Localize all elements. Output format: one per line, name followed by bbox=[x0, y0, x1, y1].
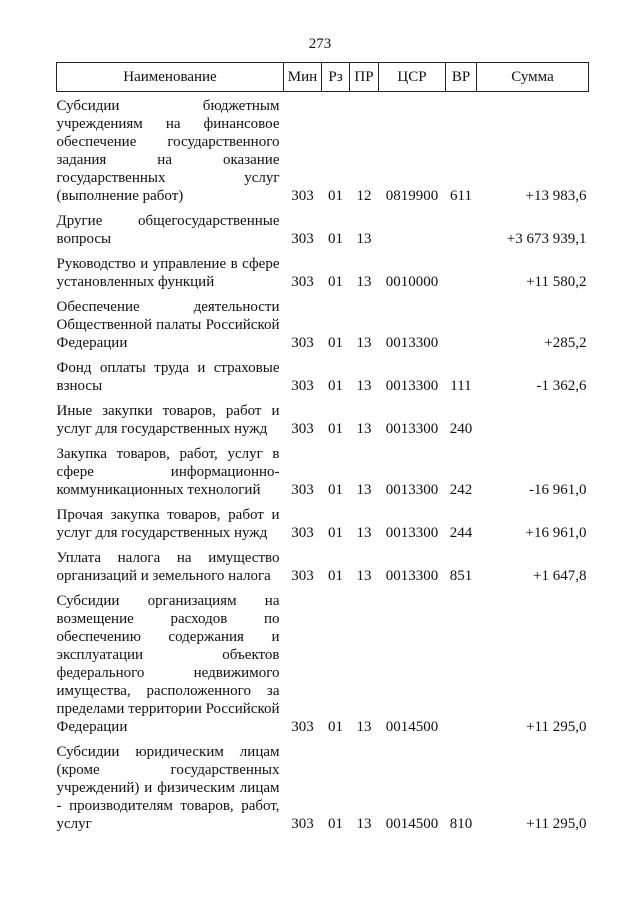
row-sum: +11 295,0 bbox=[526, 816, 587, 832]
row-rz: 01 bbox=[328, 816, 343, 832]
header-sum: Сумма bbox=[477, 63, 589, 92]
row-name: Руководство и управление в сфере установленных функций bbox=[56, 256, 280, 290]
row-min: 303 bbox=[291, 231, 314, 247]
row-sum: -16 961,0 bbox=[529, 482, 587, 498]
row-rz: 01 bbox=[328, 188, 343, 204]
row-name: Фонд оплаты труда и страховые взносы bbox=[56, 360, 280, 394]
table-row bbox=[57, 585, 589, 736]
row-sum: +13 983,6 bbox=[525, 188, 587, 204]
row-rz: 01 bbox=[328, 335, 343, 351]
row-name: Иные закупки товаров, работ и услуг для государственных нужд bbox=[56, 403, 280, 437]
row-sum: +285,2 bbox=[544, 335, 587, 351]
row-sum: +3 673 939,1 bbox=[506, 231, 587, 247]
table-row bbox=[57, 291, 589, 352]
row-sum bbox=[477, 395, 589, 438]
row-csr: 0013300 bbox=[385, 525, 439, 541]
row-vr bbox=[446, 205, 477, 248]
row-pr: 13 bbox=[356, 274, 372, 290]
row-vr: 810 bbox=[449, 816, 473, 832]
row-pr: 12 bbox=[356, 188, 372, 204]
row-pr: 13 bbox=[356, 421, 372, 437]
table-body bbox=[57, 92, 589, 834]
row-min: 303 bbox=[291, 719, 314, 735]
row-name: Субсидии организациям на возмещение расходов по обеспечению содержания и эксплуатации объектов федерального недвижимого имущества, расположенного за пределами территории Российской Федерации bbox=[56, 593, 280, 735]
row-min: 303 bbox=[291, 378, 314, 394]
table-header-row bbox=[57, 63, 589, 92]
row-pr: 13 bbox=[356, 525, 372, 541]
row-name: Прочая закупка товаров, работ и услуг для государственных нужд bbox=[56, 507, 280, 541]
row-vr: 244 bbox=[449, 525, 473, 541]
row-csr: 0013300 bbox=[385, 568, 439, 584]
table-row bbox=[57, 736, 589, 833]
row-csr: 0013300 bbox=[385, 378, 439, 394]
table-row bbox=[57, 542, 589, 585]
row-rz: 01 bbox=[328, 568, 343, 584]
table-row bbox=[57, 352, 589, 395]
row-sum: +16 961,0 bbox=[525, 525, 587, 541]
row-vr: 111 bbox=[450, 378, 472, 394]
row-min: 303 bbox=[291, 525, 314, 541]
table-row bbox=[57, 205, 589, 248]
row-name: Другие общегосударственные вопросы bbox=[56, 213, 280, 247]
row-vr bbox=[446, 248, 477, 291]
row-pr: 13 bbox=[356, 231, 372, 247]
row-sum: -1 362,6 bbox=[536, 378, 587, 394]
page-number: 273 bbox=[308, 36, 332, 52]
header-csr: ЦСР bbox=[379, 63, 446, 92]
row-name: Уплата налога на имущество организаций и земельного налога bbox=[56, 550, 280, 584]
row-pr: 13 bbox=[356, 816, 372, 832]
row-rz: 01 bbox=[328, 378, 343, 394]
row-csr: 0819900 bbox=[385, 188, 439, 204]
row-rz: 01 bbox=[328, 421, 343, 437]
row-name: Субсидии юридическим лицам (кроме государственных учреждений) и физическим лицам - производителям товаров, работ, услуг bbox=[56, 744, 280, 832]
row-vr bbox=[446, 291, 477, 352]
table-row bbox=[57, 499, 589, 542]
row-sum: +11 295,0 bbox=[526, 719, 587, 735]
row-name: Закупка товаров, работ, услуг в сфере информационно-коммуникационных технологий bbox=[56, 446, 280, 498]
table-row bbox=[57, 248, 589, 291]
row-vr bbox=[446, 585, 477, 736]
row-min: 303 bbox=[291, 816, 314, 832]
row-vr: 242 bbox=[449, 482, 473, 498]
row-min: 303 bbox=[291, 274, 314, 290]
row-csr: 0010000 bbox=[385, 274, 439, 290]
row-sum: +1 647,8 bbox=[533, 568, 587, 584]
row-csr: 0014500 bbox=[385, 719, 439, 735]
row-min: 303 bbox=[291, 188, 314, 204]
header-name: Наименование bbox=[57, 63, 284, 92]
row-rz: 01 bbox=[328, 525, 343, 541]
row-csr: 0013300 bbox=[385, 482, 439, 498]
row-rz: 01 bbox=[328, 719, 343, 735]
row-sum: +11 580,2 bbox=[526, 274, 587, 290]
header-min: Мин bbox=[284, 63, 322, 92]
row-csr: 0014500 bbox=[385, 816, 439, 832]
row-rz: 01 bbox=[328, 274, 343, 290]
row-pr: 13 bbox=[356, 568, 372, 584]
header-rz: Рз bbox=[322, 63, 350, 92]
row-pr: 13 bbox=[356, 719, 372, 735]
table-row bbox=[57, 92, 589, 206]
row-pr: 13 bbox=[356, 335, 372, 351]
budget-table bbox=[56, 62, 589, 833]
row-csr bbox=[379, 205, 446, 248]
row-min: 303 bbox=[291, 421, 314, 437]
row-vr: 851 bbox=[449, 568, 473, 584]
table-row bbox=[57, 438, 589, 499]
row-pr: 13 bbox=[356, 482, 372, 498]
row-vr: 240 bbox=[449, 421, 473, 437]
row-name: Субсидии бюджетным учреждениям на финансовое обеспечение государственного задания на оказание государственных услуг (выполнение работ) bbox=[56, 98, 280, 204]
row-min: 303 bbox=[291, 335, 314, 351]
header-vr: ВР bbox=[446, 63, 477, 92]
row-min: 303 bbox=[291, 568, 314, 584]
row-rz: 01 bbox=[328, 231, 343, 247]
header-pr: ПР bbox=[350, 63, 379, 92]
table-row bbox=[57, 395, 589, 438]
row-csr: 0013300 bbox=[385, 335, 439, 351]
row-csr: 0013300 bbox=[385, 421, 439, 437]
row-name: Обеспечение деятельности Общественной палаты Российской Федерации bbox=[56, 299, 280, 351]
row-vr: 611 bbox=[450, 188, 472, 204]
row-rz: 01 bbox=[328, 482, 343, 498]
row-pr: 13 bbox=[356, 378, 372, 394]
row-min: 303 bbox=[291, 482, 314, 498]
